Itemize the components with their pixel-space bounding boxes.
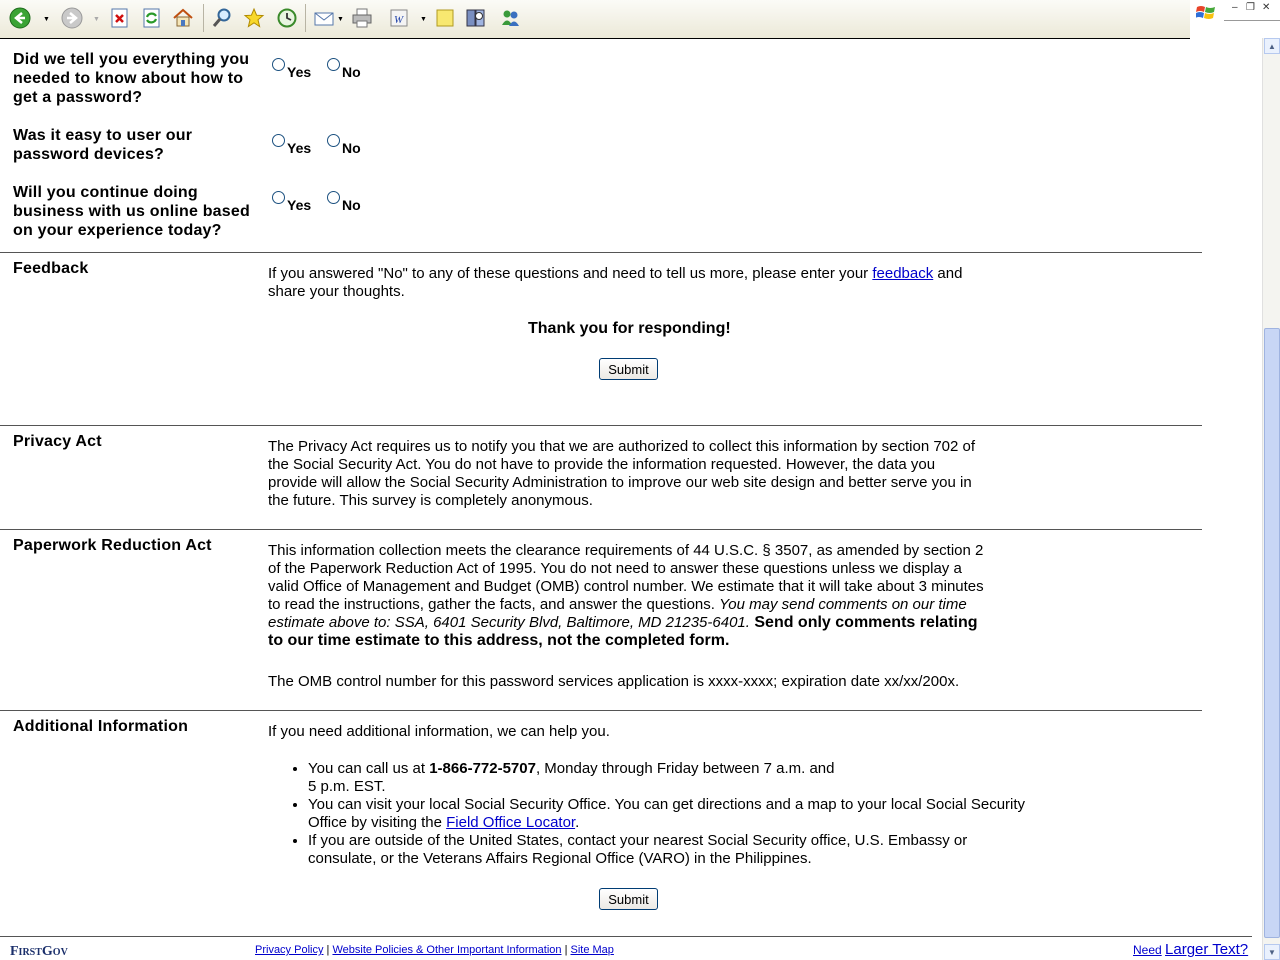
omb-control-text: The OMB control number for this password services application is xxxx-xxxx; expiration date xx/xx/200x. [268,673,960,690]
stop-icon[interactable] [108,6,132,30]
mail-icon[interactable] [312,6,336,30]
paperwork-act-heading: Paperwork Reduction Act [13,537,212,554]
question-1-label: Did we tell you everything you needed to know about how to get a password? [13,51,250,106]
list-item: • You can call us at 1-866-772-5707, Monday through Friday between 7 a.m. and 5 p.m. EST. [308,760,1038,796]
privacy-act-text: The Privacy Act requires us to notify you that we are authorized to collect this information by section 702 of the Social Security Act. You do not have to provide the information requested. However, the data you provide will allow the Social Security Administration to improve our web site design and better serve you in the future. This survey is completely anonymous. [268,438,976,509]
search-icon[interactable] [210,6,234,30]
toolbar-separator [305,4,306,32]
section-divider [0,710,1202,711]
question-2-no-radio[interactable] [327,134,340,147]
toolbar-separator [203,4,204,32]
list-item: • If you are outside of the United States, contact your nearest Social Security office, U.S. Embassy or consulate, or the Veterans Affairs Regional Office (VARO) in the Philippines. [308,832,1038,868]
windows-logo-icon [1196,4,1216,22]
additional-info-heading: Additional Information [13,718,189,735]
question-3-options [272,191,373,213]
print-icon[interactable] [350,6,374,30]
close-icon[interactable]: ✕ [1262,2,1271,13]
research-icon[interactable] [464,6,488,30]
privacy-act-heading: Privacy Act [13,433,102,450]
no-label: No [342,140,361,156]
scroll-up-icon[interactable]: ▲ [1264,38,1280,54]
feedback-text: If you answered "No" to any of these questions and need to tell us more, please enter your feedback and share your thoughts. [268,265,963,300]
site-map-link[interactable]: Site Map [570,944,614,956]
refresh-icon[interactable] [140,6,164,30]
field-office-locator-link[interactable]: Field Office Locator [446,814,576,831]
feedback-submit-button[interactable]: Submit [599,358,658,380]
question-3-no-radio[interactable] [327,191,340,204]
feedback-link[interactable]: feedback [872,265,934,282]
yes-label: Yes [287,140,312,156]
thanks-message: Thank you for responding! [528,320,731,337]
paperwork-act-text: This information collection meets the clearance requirements of 44 U.S.C. § 3507, as amended by section 2 of the Paperwork Reduction Act of 1995. You do not need to answer these questions unless we display a valid Office of Management and Budget (OMB) control number. We estimate that it will take about 3 minutes to read the instructions, gather the facts, and answer the questions. You may send comments on our time estimate above to: SSA, 6401 Security Blvd, Baltimore, MD 21235-6401. Send only comments relating to our time estimate to this address, not the completed form. [268,542,984,649]
scroll-thumb[interactable] [1264,328,1280,938]
question-3-label: Will you continue doing business with us online based on your experience today? [13,184,250,239]
edit-icon[interactable] [387,6,411,30]
question-3-yes-radio[interactable] [272,191,285,204]
question-1-yes-radio[interactable] [272,58,285,71]
note-icon[interactable] [433,6,457,30]
restore-icon[interactable]: ❐ [1246,2,1255,13]
help-list [268,760,1038,868]
section-divider [0,425,1202,426]
page-content [0,38,1262,960]
svg-text:W: W [394,14,404,26]
additional-submit-button[interactable]: Submit [599,888,658,910]
need-link[interactable]: Need [1133,943,1162,957]
question-1-no-radio[interactable] [327,58,340,71]
window-controls [1190,0,1280,38]
question-1-options [272,58,373,80]
question-2-label: Was it easy to user our password devices? [13,127,193,163]
browser-toolbar: ▼ ▼ ▼ W ▼ [0,0,1190,39]
footer-divider [0,936,1252,937]
no-label: No [342,197,361,213]
home-icon[interactable] [171,6,195,30]
section-divider [0,252,1202,253]
firstgov-logo[interactable]: FirstGov [10,944,68,959]
no-label: No [342,64,361,80]
feedback-heading: Feedback [13,260,89,277]
favorites-icon[interactable] [242,6,266,30]
question-2-yes-radio[interactable] [272,134,285,147]
scroll-down-icon[interactable]: ▼ [1264,944,1280,960]
website-policies-link[interactable]: Website Policies & Other Important Information [332,944,562,956]
back-icon[interactable] [8,6,32,30]
list-item: • You can visit your local Social Security Office. You can get directions and a map to your local Social Security Office by visiting the Field Office Locator. [308,796,1038,832]
forward-icon[interactable] [60,6,84,30]
additional-info-intro: If you need additional information, we can help you. [268,723,610,740]
larger-text-link[interactable]: Larger Text? [1165,941,1249,958]
messenger-icon[interactable] [498,6,522,30]
footer-links: Privacy Policy | Website Policies & Other Important Information | Site Map [255,944,614,956]
larger-text-link-group [1133,941,1248,958]
history-icon[interactable] [274,6,298,30]
yes-label: Yes [287,197,312,213]
privacy-policy-link[interactable]: Privacy Policy [255,944,324,956]
minimize-icon[interactable]: – [1232,2,1238,13]
question-2-options [272,134,373,156]
yes-label: Yes [287,64,312,80]
vertical-scrollbar[interactable] [1262,38,1280,960]
section-divider [0,529,1202,530]
